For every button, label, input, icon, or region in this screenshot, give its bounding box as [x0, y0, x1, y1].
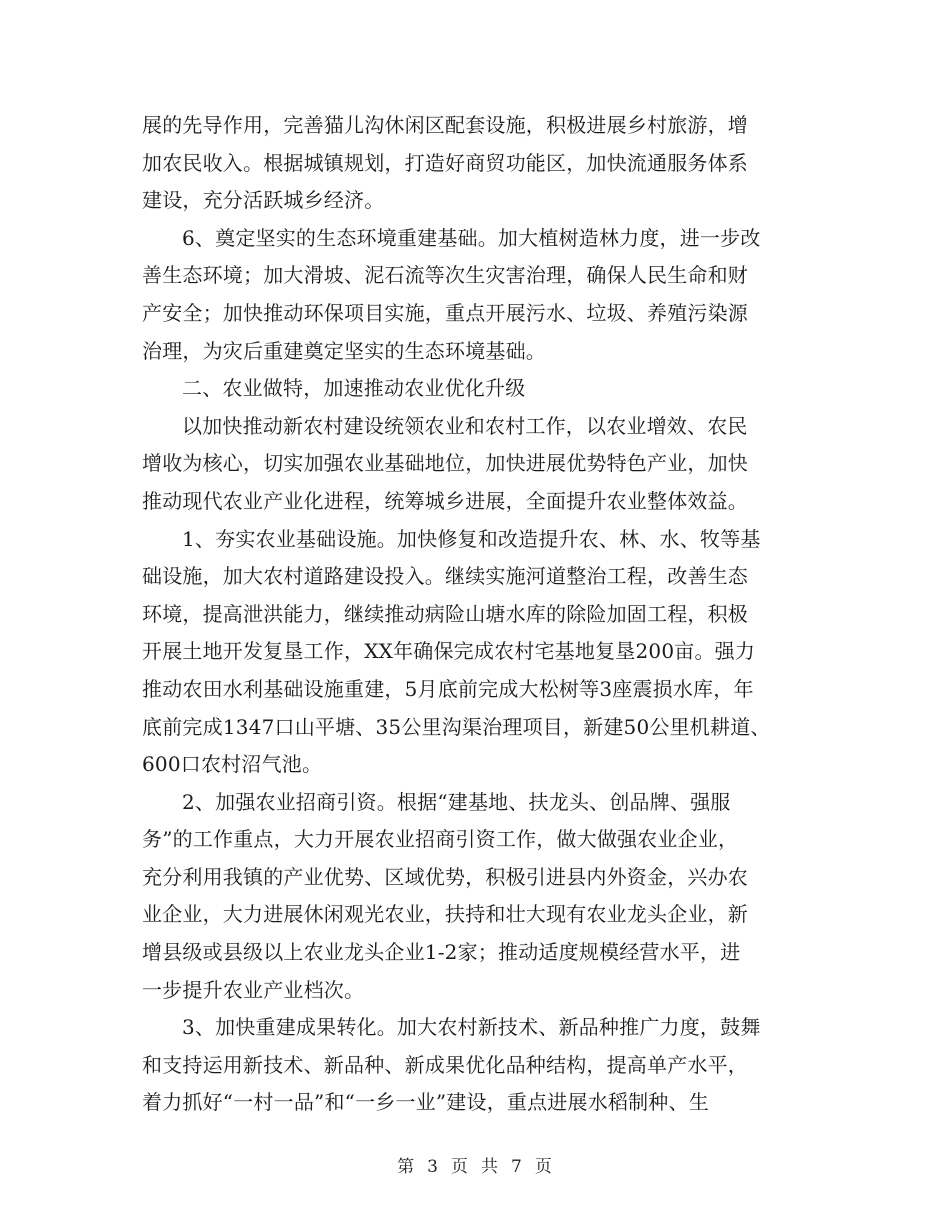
text-line: 2、加强农业招商引资。根据“建基地、扶龙头、创品牌、强服	[182, 789, 731, 814]
text-line: 治理，为灾后重建奠定坚实的生态环境基础。	[142, 338, 546, 363]
text-line: 产安全；加快推动环保项目实施，重点开展污水、垃圾、养殖污染源	[142, 300, 748, 325]
text-line: 建设，充分活跃城乡经济。	[142, 188, 385, 213]
text-line: 和支持运用新技术、新品种、新成果优化品种结构，提高单产水平，	[142, 1052, 748, 1077]
text-line: 6、奠定坚实的生态环境重建基础。加大植树造林力度，进一步改	[182, 225, 761, 250]
text-line: 充分利用我镇的产业优势、区域优势，积极引进县内外资金，兴办农	[142, 864, 748, 889]
section-heading: 二、农业做特，加速推动农业优化升级	[182, 376, 526, 401]
text-line: 业企业，大力进展休闲观光农业，扶持和壮大现有农业龙头企业，新	[142, 902, 748, 927]
text-line: 环境，提高泄洪能力，继续推动病险山塘水库的除险加固工程，积极	[142, 601, 748, 626]
page-label-suffix: 页	[534, 1157, 553, 1177]
text-line: 着力抓好“一村一品”和“一乡一业”建设，重点进展水稻制种、生	[142, 1090, 709, 1115]
text-line: 一步提升农业产业档次。	[142, 977, 365, 1002]
text-line: 善生态环境；加大滑坡、泥石流等次生灾害治理，确保人民生命和财	[142, 263, 748, 288]
total-label: 共	[481, 1157, 499, 1177]
text-line: 以加快推动新农村建设统领农业和农村工作，以农业增效、农民	[182, 413, 748, 438]
page-label-prefix: 第	[397, 1157, 416, 1177]
text-line: 增县级或县级以上农业龙头企业1-2家；推动适度规模经营水平，进	[142, 940, 741, 965]
text-line: 1、夯实农业基础设施。加快修复和改造提升农、林、水、牧等基	[182, 526, 761, 551]
text-line: 加农民收入。根据城镇规划，打造好商贸功能区，加快流通服务体系	[142, 150, 748, 175]
text-line: 底前完成1347口山平塘、35公里沟渠治理项目，新建50公里机耕道、	[142, 714, 771, 739]
text-line: 开展土地开发复垦工作，XX年确保完成农村宅基地复垦200亩。强力	[142, 639, 756, 664]
text-line: 推动现代农业产业化进程，统筹城乡进展，全面提升农业整体效益。	[142, 488, 748, 513]
page-footer	[0, 1152, 950, 1177]
page-label-mid: 页	[451, 1157, 469, 1177]
text-line: 3、加快重建成果转化。加大农村新技术、新品种推广力度，鼓舞	[182, 1015, 761, 1040]
text-line: 增收为核心，切实加强农业基础地位，加快进展优势特色产业，加快	[142, 451, 748, 476]
text-line: 展的先导作用，完善猫儿沟休闲区配套设施，积极进展乡村旅游，增	[142, 113, 748, 137]
text-line: 600口农村沼气池。	[142, 752, 323, 777]
text-line: 务”的工作重点，大力开展农业招商引资工作，做大做强农业企业，	[142, 827, 739, 852]
document-body	[142, 107, 810, 1122]
text-line: 础设施，加大农村道路建设投入。继续实施河道整治工程，改善生态	[142, 564, 748, 589]
text-line: 推动农田水利基础设施重建，5月底前完成大松树等3座震损水库，年	[142, 676, 754, 701]
total-pages-number: 7	[511, 1157, 523, 1177]
current-page-number: 3	[427, 1157, 439, 1177]
